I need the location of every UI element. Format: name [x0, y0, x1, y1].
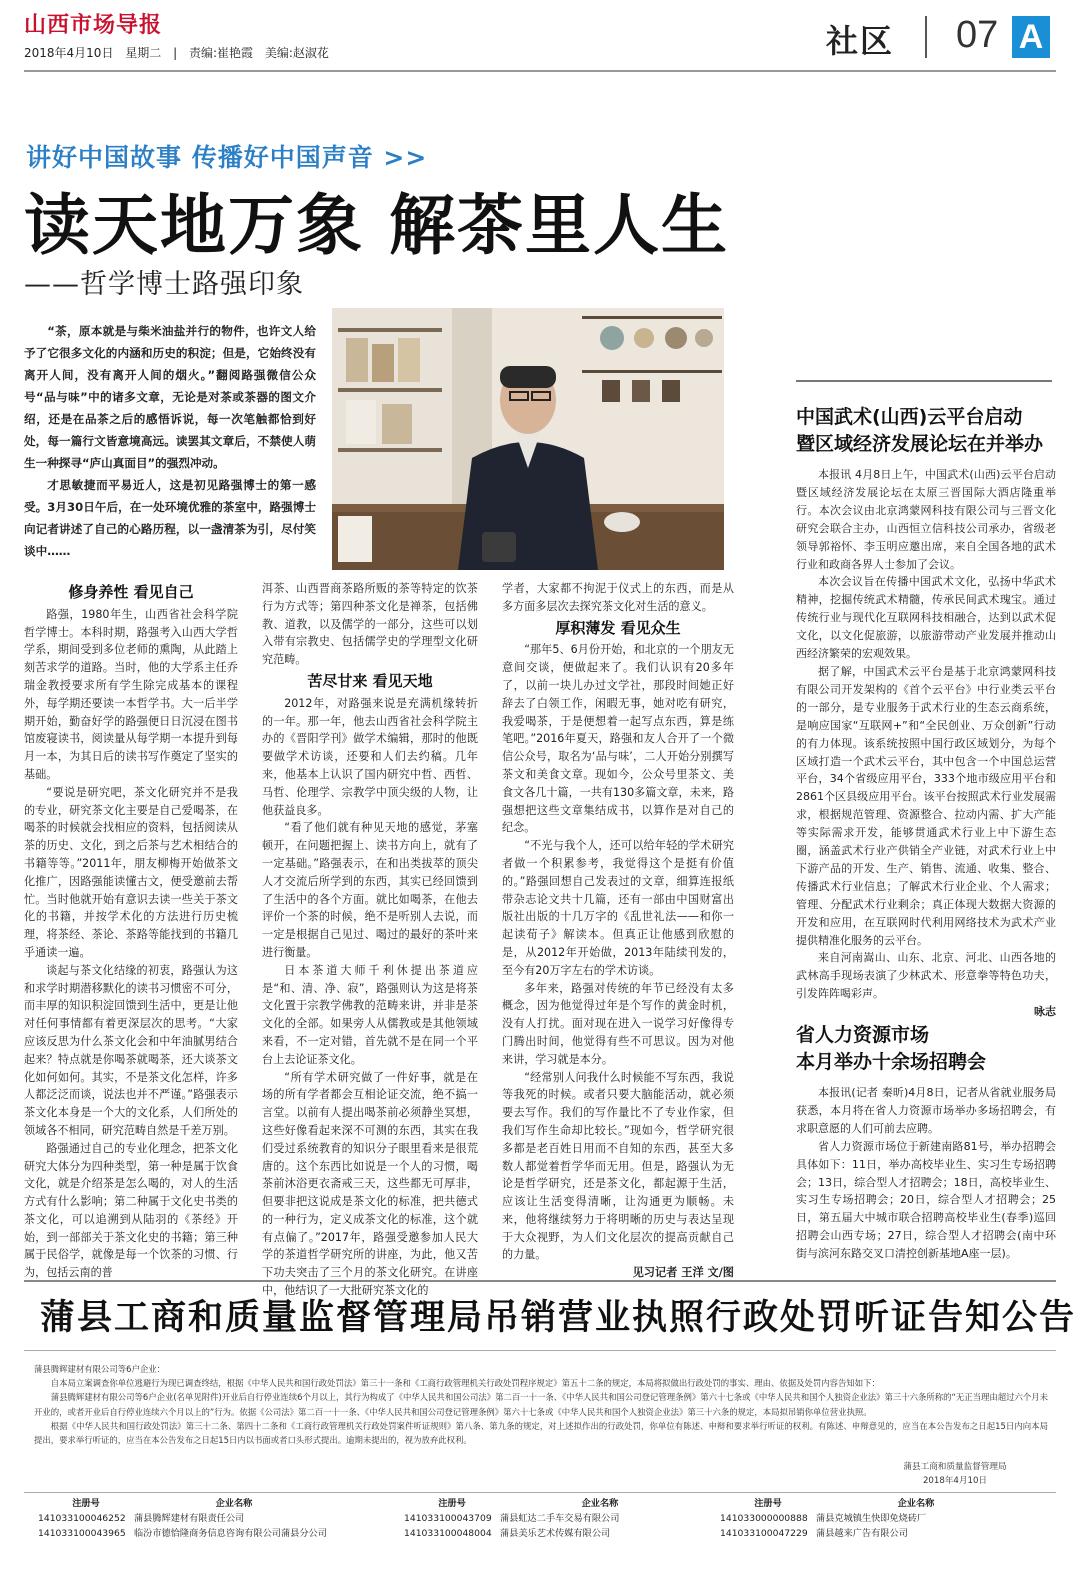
notice-table-rule	[24, 1492, 1056, 1493]
article-column-3	[502, 580, 734, 1282]
side-paragraph: 本报讯(记者 秦昕)4月8日，记者从省就业服务局获悉，本月将在省人力资源市场举办多场招聘会，有求职意愿的人们可前去应聘。	[796, 1086, 1056, 1135]
side-story-title: 暨区域经济发展论坛在并举办	[796, 433, 1044, 455]
article-column-2	[262, 580, 478, 1300]
side-paragraph: 来自河南嵩山、山东、北京、河北、山西各地的武林高手现场表演了少林武术、形意拳等特色功夫，引发阵阵喝彩声。	[796, 951, 1056, 1001]
company-name: 蒲县美乐艺术传媒有限公司	[500, 1528, 611, 1539]
lead-paragraph: “茶，原本就是与柴米油盐并行的物件，也许文人给予了它很多文化的内涵和历史的积淀；但是，它始终没有离开人间，没有离开人间的烟火。”翻阅路强微信公众号“品与味”中的诸多文章，无论是对茶或茶器的图文介绍，还是在品茶之后的感悟诉说，每一次笔触都恰到好处，每一篇行文皆意境高远。读罢其文章后，不禁使人萌生一种探寻“庐山真面目”的强烈冲动。	[24, 324, 316, 470]
article-byline: 见习记者 王洋 文/图	[632, 1266, 734, 1280]
side-story-title: 省人力资源市场	[796, 1024, 930, 1046]
table-row	[720, 1511, 1016, 1526]
notice-line: 蒲县腾辉建材有限公司等6户企业(名单见附件)开业后自行停业连续6个月以上，其行为构成了《中华人民共和国公司法》第二百一十一条、《中华人民共和国公司登记管理条例》第六十七条或《中华人民共和国个人独资企业法》第三十六条所称的“无正当理由超过六个月未开业的，或者开业后自行停业连续六个月以上的”行为。依据《公司法》第二百一十一条、《中华人民共和国公司登记管理条例》第六十七条或《中华人民共和国个人独资企业法》第三十六条的规定，本局拟吊销你单位营业执照。	[34, 1392, 1048, 1417]
company-name: 蒲县克城镇生快即免烧砖厂	[816, 1513, 927, 1524]
table-row	[38, 1511, 334, 1526]
table-header	[720, 1496, 1016, 1511]
body-paragraph: 学者，大家都不拘泥于仪式上的东西，而是从多方面多层次去探究茶文化对生活的意义。	[502, 582, 734, 613]
side-story-title: 中国武术(山西)云平台启动	[796, 406, 1023, 428]
reg-number: 141033100043709	[404, 1513, 492, 1524]
article-lead	[24, 320, 316, 562]
reg-number: 141033100046252	[38, 1513, 126, 1524]
article-kicker: 讲好中国故事 传播好中国声音 >>	[26, 143, 428, 172]
notice-line: 自本局立案调查你单位逃避行为现已调查终结，根据《中华人民共和国行政处罚法》第三十一条和《工商行政管理机关行政处罚程序规定》第五十二条的规定，本局将拟做出行政处罚的事实、理由、依据及处罚内容告知如下：	[50, 1378, 880, 1389]
side-story-jobs	[796, 1022, 1056, 1263]
column-header-regno: 注册号	[72, 1498, 100, 1509]
section-heading: 苦尽甘来 看见天地	[307, 671, 433, 690]
dateline-separator: |	[173, 46, 178, 60]
side-story-title: 本月举办十余场招聘会	[796, 1051, 987, 1073]
side-story-body	[796, 1084, 1056, 1263]
side-paragraph: 本报讯 4月8日上午，中国武术(山西)云平台启动暨区域经济发展论坛在太原三晋国际大酒店隆重举行。本次会议由北京鸿蒙网科技有限公司与三晋文化研究会联合主办，山西恒立信科技公司承办，省级老领导郭裕怀、李玉明应邀出席，来自全国各地的武术行业和政商各界人士参加了会议。	[796, 468, 1056, 571]
side-story-body	[796, 466, 1056, 1021]
article-column-1	[24, 580, 238, 1282]
page-number: 07	[956, 14, 999, 56]
article-subhead: ——哲学博士路强印象	[24, 269, 304, 300]
lead-paragraph: 才思敏捷而平易近人，这是初见路强博士的第一感受。3月30日午后，在一处环境优雅的茶室中，路强博士向记者讲述了自己的心路历程，以一盏清茶为引，尽付笑谈中……	[24, 478, 316, 558]
body-paragraph: “那年5、6月份开始，和北京的一个朋友无意间交谈，便做起来了。我们认识有20多年了，以前一块儿办过文学社，那段时间她正好辞去了白领工作，闲暇无事，她对吃有研究，我爱喝茶，于是便想着一起写点东西，算是练笔吧。”2016年夏天，路强和友人合开了一个微信公众号，取名为‘品与味’，二人开始分别撰写茶文和美食文章。现如今，公众号里茶文、美食文各几十篇，一共有130多篇文章，未来，路强想把这些文章集结成书，以算作是对自己的纪念。	[502, 643, 734, 835]
column-header-regno: 注册号	[754, 1498, 782, 1509]
notice-signature	[860, 1460, 1050, 1488]
notice-body	[34, 1362, 1048, 1447]
body-paragraph: “看了他们就有种见天地的感觉，茅塞顿开，在问题把握上、读书方向上，就有了一定基础。”路强表示，在和出类拔萃的顶尖人才交流后所学到的东西，其实已经回馈到了生活中的各个方面。就比如喝茶，在他去评价一个茶的时候，绝不是听别人去说，而一定是根据自己见过、喝过的最好的茶叶来进行衡量。	[262, 821, 478, 959]
body-paragraph: 路强通过自己的专业化理念，把茶文化研究大体分为四种类型，第一种是属于饮食文化，就是介绍茶是怎么喝的，对人的生活方式有什么影响；第二种属于文化史书类的茶文化，可以追溯到从陆羽的《茶经》开始，到一部部关于茶文化史的书籍；第三种属于民俗学，就像是每一个饮茶的习惯、行为，包括云南的普	[24, 1141, 238, 1280]
table-row	[404, 1526, 700, 1541]
notice-line: 根据《中华人民共和国行政处罚法》第三十二条、第四十二条和《工商行政管理机关行政处罚案件听证规则》第八条、第九条的规定，对上述拟作出的行政处罚，你单位有陈述、申辩和要求举行听证的权利。有陈述、申辩意见的，应当在本公告发布之日起15日内向本局提出，要求举行听证的，应当在本公告发布之日起15日内以书面或者口头形式提出。逾期未提出的，视为放弃此权利。	[34, 1420, 1048, 1446]
table-header	[404, 1496, 700, 1511]
section-heading: 厚积薄发 看见众生	[555, 618, 681, 637]
notice-title: 蒲县工商和质量监督管理局吊销营业执照行政处罚听证告知公告	[40, 1298, 1077, 1338]
table-header	[38, 1496, 334, 1511]
body-paragraph: 洱茶、山西晋商茶路所贩的茶等特定的饮茶行为方式等；第四种茶文化是禅茶，包括佛教、道教，以及儒学的一部分，这些可以划入带有宗教史、包括儒学史的学理型文化研究范畴。	[262, 582, 478, 667]
table-row	[404, 1511, 700, 1526]
company-name: 蒲县腾辉建材有限责任公司	[134, 1513, 245, 1524]
reg-number: 141033100048004	[404, 1528, 492, 1539]
notice-line: 蒲县腾辉建材有限公司等6户企业：	[34, 1364, 165, 1374]
company-name: 临汾市德恰隆商务信息咨询有限公司蒲县分公司	[134, 1528, 327, 1539]
body-paragraph: “要说是研究吧，茶文化研究并不是我的专业，研究茶文化主要是自己爱喝茶，在喝茶的时候就会找相应的资料，包括阅读从茶的历史、文化，到之后茶与艺术相结合的书籍等等。”2011年，朋友柳梅开始做茶文化推广，因路强能读懂古文，便受邀前去帮忙。当时他就开始有意识去读一些关于茶文化的书籍，并按学术化的方法进行历史梳理，将茶经、茶论、茶路等能找到的书籍几乎通读一遍。	[24, 785, 238, 959]
tea-room-photo	[332, 308, 724, 570]
notice-table-group-2	[404, 1496, 700, 1541]
notice-sign-org: 蒲县工商和质量监督管理局	[903, 1462, 1007, 1472]
header-divider	[925, 16, 927, 58]
side-paragraph: 省人力资源市场位于新建南路81号，举办招聘会具体如下：11日，举办高校毕业生、实习生专场招聘会；13日，综合型人才招聘会；18日，高校毕业生、实习生专场招聘会；20日，综合型人才招聘会；25日，第五届大中城市联合招聘高校毕业生(春季)巡回招聘会山西专场；27日，综合型人才招聘会(南中环街与滨河东路交叉口清控创新基地A座一层)。	[796, 1139, 1056, 1261]
header-rule	[24, 70, 1056, 72]
column-header-company: 企业名称	[215, 1498, 253, 1509]
page-letter-badge: A	[1012, 16, 1050, 58]
column-header-regno: 注册号	[438, 1498, 466, 1509]
editor-credit: 责编:崔艳霞	[189, 46, 254, 60]
table-row	[38, 1526, 334, 1541]
issue-date: 2018年4月10日	[24, 46, 114, 60]
body-paragraph: 日本茶道大师千利休提出茶道应是“和、清、净、寂”，路强则认为这是将茶文化置于宗教学佛教的范畴来讲，并非是茶文化的全部。如果旁人从儒教或是其他领域来看，不一定对错，首先就不是在同一个平台上去论证茶文化。	[262, 963, 478, 1066]
reg-number: 141033100047229	[720, 1528, 808, 1539]
side-story-author: 咏志	[1034, 1005, 1056, 1019]
side-paragraph: 本次会议旨在传播中国武术文化，弘扬中华武术精神，挖掘传统武术精髓，传承民间武术瑰宝。通过传统行业与现代化互联网科技相融合，达到以武术促文化，以文化促旅游，以旅游带动产业发展并推动山西经济繁荣的宏观效果。	[796, 575, 1056, 661]
body-paragraph: 路强，1980年生，山西省社会科学院哲学博士。本科时期，路强考入山西大学哲学系，期间受到多位老师的熏陶，从此踏上刻苦求学的道路。当时，他的大学系主任乔瑞金教授要求所有学生除完成基本的课程外，每学期还要读一本哲学书。大一后半学期开始，勤奋好学的路强便日日沉浸在图书馆废寝读书，阅读量从每学期一本提升到每月一本，为其日后的读书写作奠定了坚实的基础。	[24, 607, 238, 781]
column-header-company: 企业名称	[897, 1498, 935, 1509]
notice-table-group-1	[38, 1496, 334, 1541]
issue-weekday: 星期二	[125, 46, 162, 60]
side-story-wushu	[796, 404, 1056, 1021]
notice-sign-date: 2018年4月10日	[922, 1476, 988, 1486]
body-paragraph: “经常别人问我什么时候能不写东西，我说等我死的时候。或者只要大脑能活动，就必须要去写作。我们的写作量比不了专业作家，但我们写作生命却比较长。”现如今，哲学研究很多都是老百姓日用而不自知的东西，甚至大多数人都觉着哲学华而无用。但是，路强认为无论是哲学研究，还是茶文化，都起源于生活，应该让生活变得清晰，让沟通更为顺畅。未来，他将继续努力于将明晰的历史与表达呈现于大众视野，为人们文化层次的提高贡献自己的力量。	[502, 1070, 734, 1262]
article-headline: 读天地万象 解茶里人生	[24, 187, 729, 264]
body-paragraph: “不光与我个人，还可以给年轻的学术研究者做一个积累参考，我觉得这个是挺有价值的。”路强回想自己发表过的文章，细算连报纸带杂志论文共十几篇，还有一部由中国财富出版社出版的十几万字的《乱世礼法——和你一起读荀子》解读本。但真正让他感到欣慰的是，从2012年开始做，2013年陆续刊发的，至今有20万字左右的学术访谈。	[502, 839, 734, 977]
masthead: 山西市场导报	[24, 12, 163, 38]
body-paragraph: “所有学术研究做了一件好事，就是在场的所有学者都会互相论证交流，绝不搞一言堂。以前有人提出喝茶前必须静坐冥想，这些好像看起来深不可测的东西，其实在我们受过系统教育的知识分子眼里看来是很荒唐的。这个东西比如说是一个人的习惯，喝茶前沐浴更衣斋戒三天，这些都无可厚非，但要非把这说成是茶文化的标准，把共德式的一种行为，定义成茶文化的标准，这个就有点偏了。”2017年，路强受邀参加人民大学的茶道哲学研究所的讲座，为此，他又苦下功夫突击了三个月的茶文化研究。在讲座中，他结识了一大批研究茶文化的	[262, 1070, 478, 1298]
section-heading: 修身养性 看见自己	[68, 583, 194, 601]
column-header-company: 企业名称	[581, 1498, 619, 1509]
section-name: 社区	[826, 22, 895, 60]
body-paragraph: 多年来，路强对传统的年节已经没有太多概念，因为他觉得过年是个写作的黄金时机，没有人打扰。面对现在进入一说学习好像得专门腾出时间，他觉得有些不可思议。因为对他来讲，学习就是本分。	[502, 981, 734, 1066]
side-paragraph: 据了解，中国武术云平台是基于北京鸿蒙网科技有限公司开发架构的《首个云平台》中行业类云平台的一部分，是专业服务于武术行业的生态云商系统，是响应国家“互联网+”和“全民创业、万众创新”行动的有力体现。该系统按照中国行政区域划分，为每个区域打造一个武术云平台，其中包含一个中国总运营平台，34个省级应用平台，333个地市级应用平台和2861个区县级应用平台。该平台按照武术行业发展需求，根据规范管理、资源整合、拉动内需、扩大产能等实际需求开发，能够贯通武术行业上中下游生态圈，涵盖武术行业产供销全产业链，对武术行业上中下游产品的开发、生产、销售、流通、收集、整合、传播武术行业信息；了解武术行业企业、个人需求；管理、分配武术行业剩余；真正体现大数据大资源的开发和应用，在互联网时代利用网络技术为武术产业提供精准化服务的云平台。	[796, 664, 1056, 947]
company-name: 蒲县越来广告有限公司	[816, 1528, 908, 1539]
designer-credit: 美编:赵淑花	[264, 46, 329, 60]
company-name: 蒲县虹达二手车交易有限公司	[500, 1513, 620, 1524]
reg-number: 141033100043965	[38, 1528, 126, 1539]
body-paragraph: 谈起与茶文化结缘的初衷，路强认为这和求学时期潜移默化的读书习惯密不可分，而丰厚的知识积淀回馈到生活中，更是让他对任何事情都有着更深层次的思考。“大家应该反思为什么茶文化会和中年油腻男结合起来？特点就是你喝茶就喝茶，还大谈茶文化如何如何。其实，不是茶文化怎样，许多人都泛泛而谈，说法也并不严谨。”路强表示茶文化本身是一个大的文化系，人们所处的领域各不相同，研究范畴自然是千差万别。	[24, 963, 238, 1137]
notice-table-group-3	[720, 1496, 1016, 1541]
article-photo	[332, 308, 724, 570]
notice-rule	[24, 1350, 1056, 1351]
dateline	[24, 44, 337, 61]
reg-number: 141033000000888	[720, 1513, 808, 1524]
body-paragraph: 2012年，对路强来说是充满机缘转折的一年。那一年，他去山西省社会科学院主办的《晋阳学刊》做学术编辑，那时的他既要做学术访谈，还要和人们去约稿。几年来，他基本上认识了国内研究中哲、西哲、马哲、伦理学、宗教学中顶尖级的人物，让他获益良多。	[262, 696, 478, 817]
sidebar-rule	[796, 380, 1052, 382]
table-row	[720, 1526, 1016, 1541]
